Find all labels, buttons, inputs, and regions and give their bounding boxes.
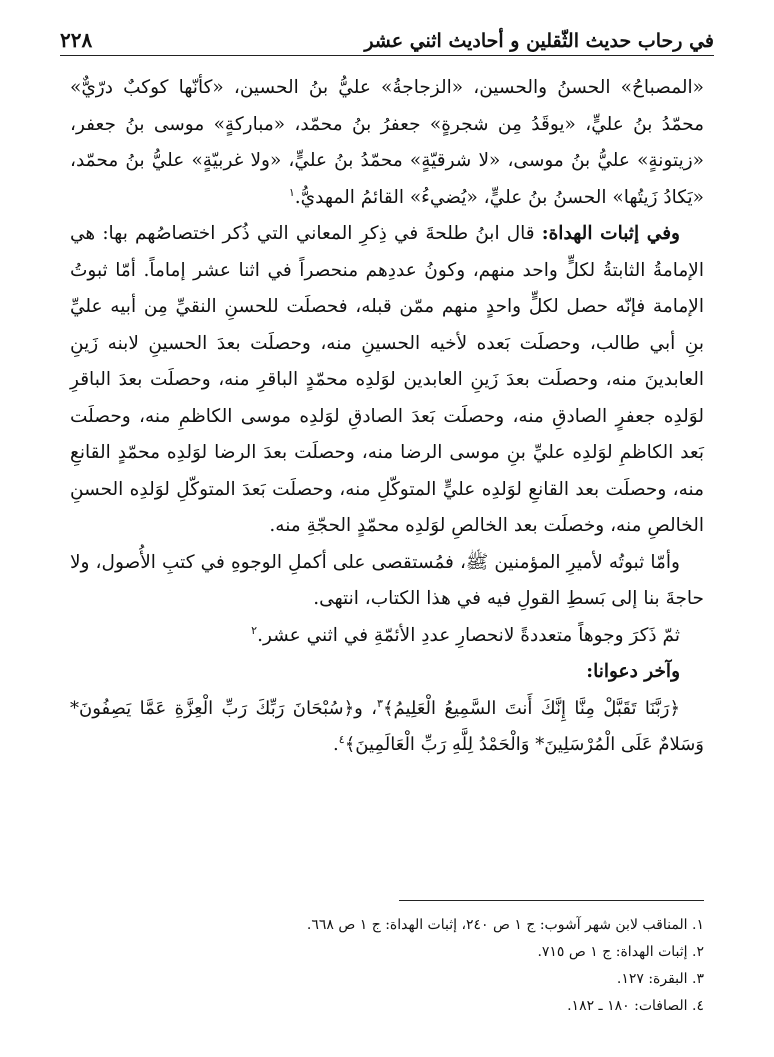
paragraph-4 <box>70 618 704 655</box>
footnote-3: ٣. البقرة: ١٢٧. <box>616 971 704 987</box>
paragraph-1 <box>70 70 704 216</box>
footnote-ref-1: ١ <box>288 185 295 199</box>
page-number: ٢٢٨ <box>60 28 93 52</box>
paragraph-3: وأمّا ثبوتُه لأميرِ المؤمنين ﷺ، فمُستقصى على أكملِ الوجوهِ في كتبِ الأُصول، ولا حاجةَ بنا إلى بَسطِ القولِ فيه في هذا الكتاب، انتهى. <box>70 551 704 609</box>
verse-end: . <box>333 734 339 755</box>
paragraph-1-text: «المصباحُ» الحسنُ والحسين، «الزجاجةُ» عليُّ بنُ الحسين، «كأنّها كوكبٌ درّيٌّ» محمّدُ بنُ عليٍّ، «يوقَدُ مِن شجرةٍ» جعفرُ بنُ محمّد، «مباركةٍ» موسى بنُ جعفر، «زيتونةٍ» عليُّ بنُ موسى، «لا شرقيّةٍ» محمّدُ بنُ عليٍّ، «ولا غربيّةٍ» عليُّ بنُ محمّد، «يَكادُ زَيتُها» الحسنُ بنُ عليٍّ، «يُضيءُ» القائمُ المهديُّ. <box>70 77 704 208</box>
footnote-2: ٢. إثبات الهداة: ج ١ ص ٧١٥. <box>537 944 704 960</box>
footnote-ref-2: ٢ <box>251 623 258 637</box>
footnote-divider <box>399 900 704 901</box>
verse-2: ﴿سُبْحَانَ رَبِّكَ رَبِّ الْعِزَّةِ عَمَّا يَصِفُونَ* وَسَلامٌ عَلَى الْمُرْسَلِينَ* وَالْحَمْدُ لِلَّهِ رَبِّ الْعَالَمِينَ﴾ <box>70 697 704 755</box>
closing-heading: وآخر دعوانا: <box>586 661 680 682</box>
header-title: في رحاب حديث الثّقلين و أحاديث اثني عشر <box>364 30 714 52</box>
footnote-1: ١. المناقب لابن شهر آشوب: ج ١ ص ٢٤٠، إثبات الهداة: ج ١ ص ٦٦٨. <box>306 917 704 933</box>
footnote-ref-3: ٣ <box>377 696 383 710</box>
verse-1: ﴿رَبَّنَا تَقَبَّلْ مِنَّا إِنَّكَ أَنتَ السَّمِيعُ الْعَلِيمُ﴾ <box>382 697 680 719</box>
paragraph-2-lead: وفي إثبات الهداة: <box>541 223 680 244</box>
header-divider <box>60 55 714 56</box>
footnote-4: ٤. الصافات: ١٨٠ ـ ١٨٢. <box>567 998 704 1014</box>
paragraph-4-text: ثمّ ذَكرَ وجوهاً متعددةً لانحصارِ عددِ الأئمّةِ في اثني عشر. <box>257 624 680 646</box>
paragraph-2 <box>70 216 704 545</box>
footnote-ref-4: ٤ <box>338 733 345 746</box>
running-header <box>60 22 714 52</box>
footnotes <box>70 912 704 1020</box>
verse-connector: ، و <box>354 697 378 719</box>
quran-verses <box>70 691 704 764</box>
paragraph-2-text: قال ابنُ طلحةَ في ذِكرِ المعاني التي ذُكر اختصاصُهم بها: هي الإمامةُ الثابتةُ لكلٍّ واحد منهم، وكونُ عددِهم منحصراً في اثنا عشر إماماً. أمّا ثبوتُ الإمامة فإنّه حصل لكلٍّ واحدٍ منهم ممّن قبله، فحصلَت للحسنِ النقيِّ مِن أبيه عليِّ بنِ أبي طالب، وحصلَت بَعده لأخيه الحسينِ منه، وحصلَت بعدَ الحسينِ لابنه زَينِ العابدينَ منه، وحصلَت بعدَ زَينِ العابدين لوَلدِه محمّدٍ الباقرِ منه، وحصلَت بعدَ الباقرِ لوَلدِه جعفرٍ الصادقِ منه، وحصلَت بَعدَ الصادقِ لوَلدِه موسى الكاظمِ منه، وحصلَت بَعد الكاظمِ لوَلدِه عليِّ بنِ موسى الرضا منه، وحصلَت بعدَ الرضا لوَلدِه محمّدٍ القانعِ منه، وحصلَت بعد القانعِ لوَلدِه عليٍّ المتوكّلِ منه، وحصلَت بَعدَ المتوكّلِ لوَلدِه الحسنِ الخالصِ منه، وخصلَت بعد الخالصِ لوَلدِه محمّدٍ الحجّةِ منه. <box>70 223 704 536</box>
main-text <box>70 70 704 764</box>
